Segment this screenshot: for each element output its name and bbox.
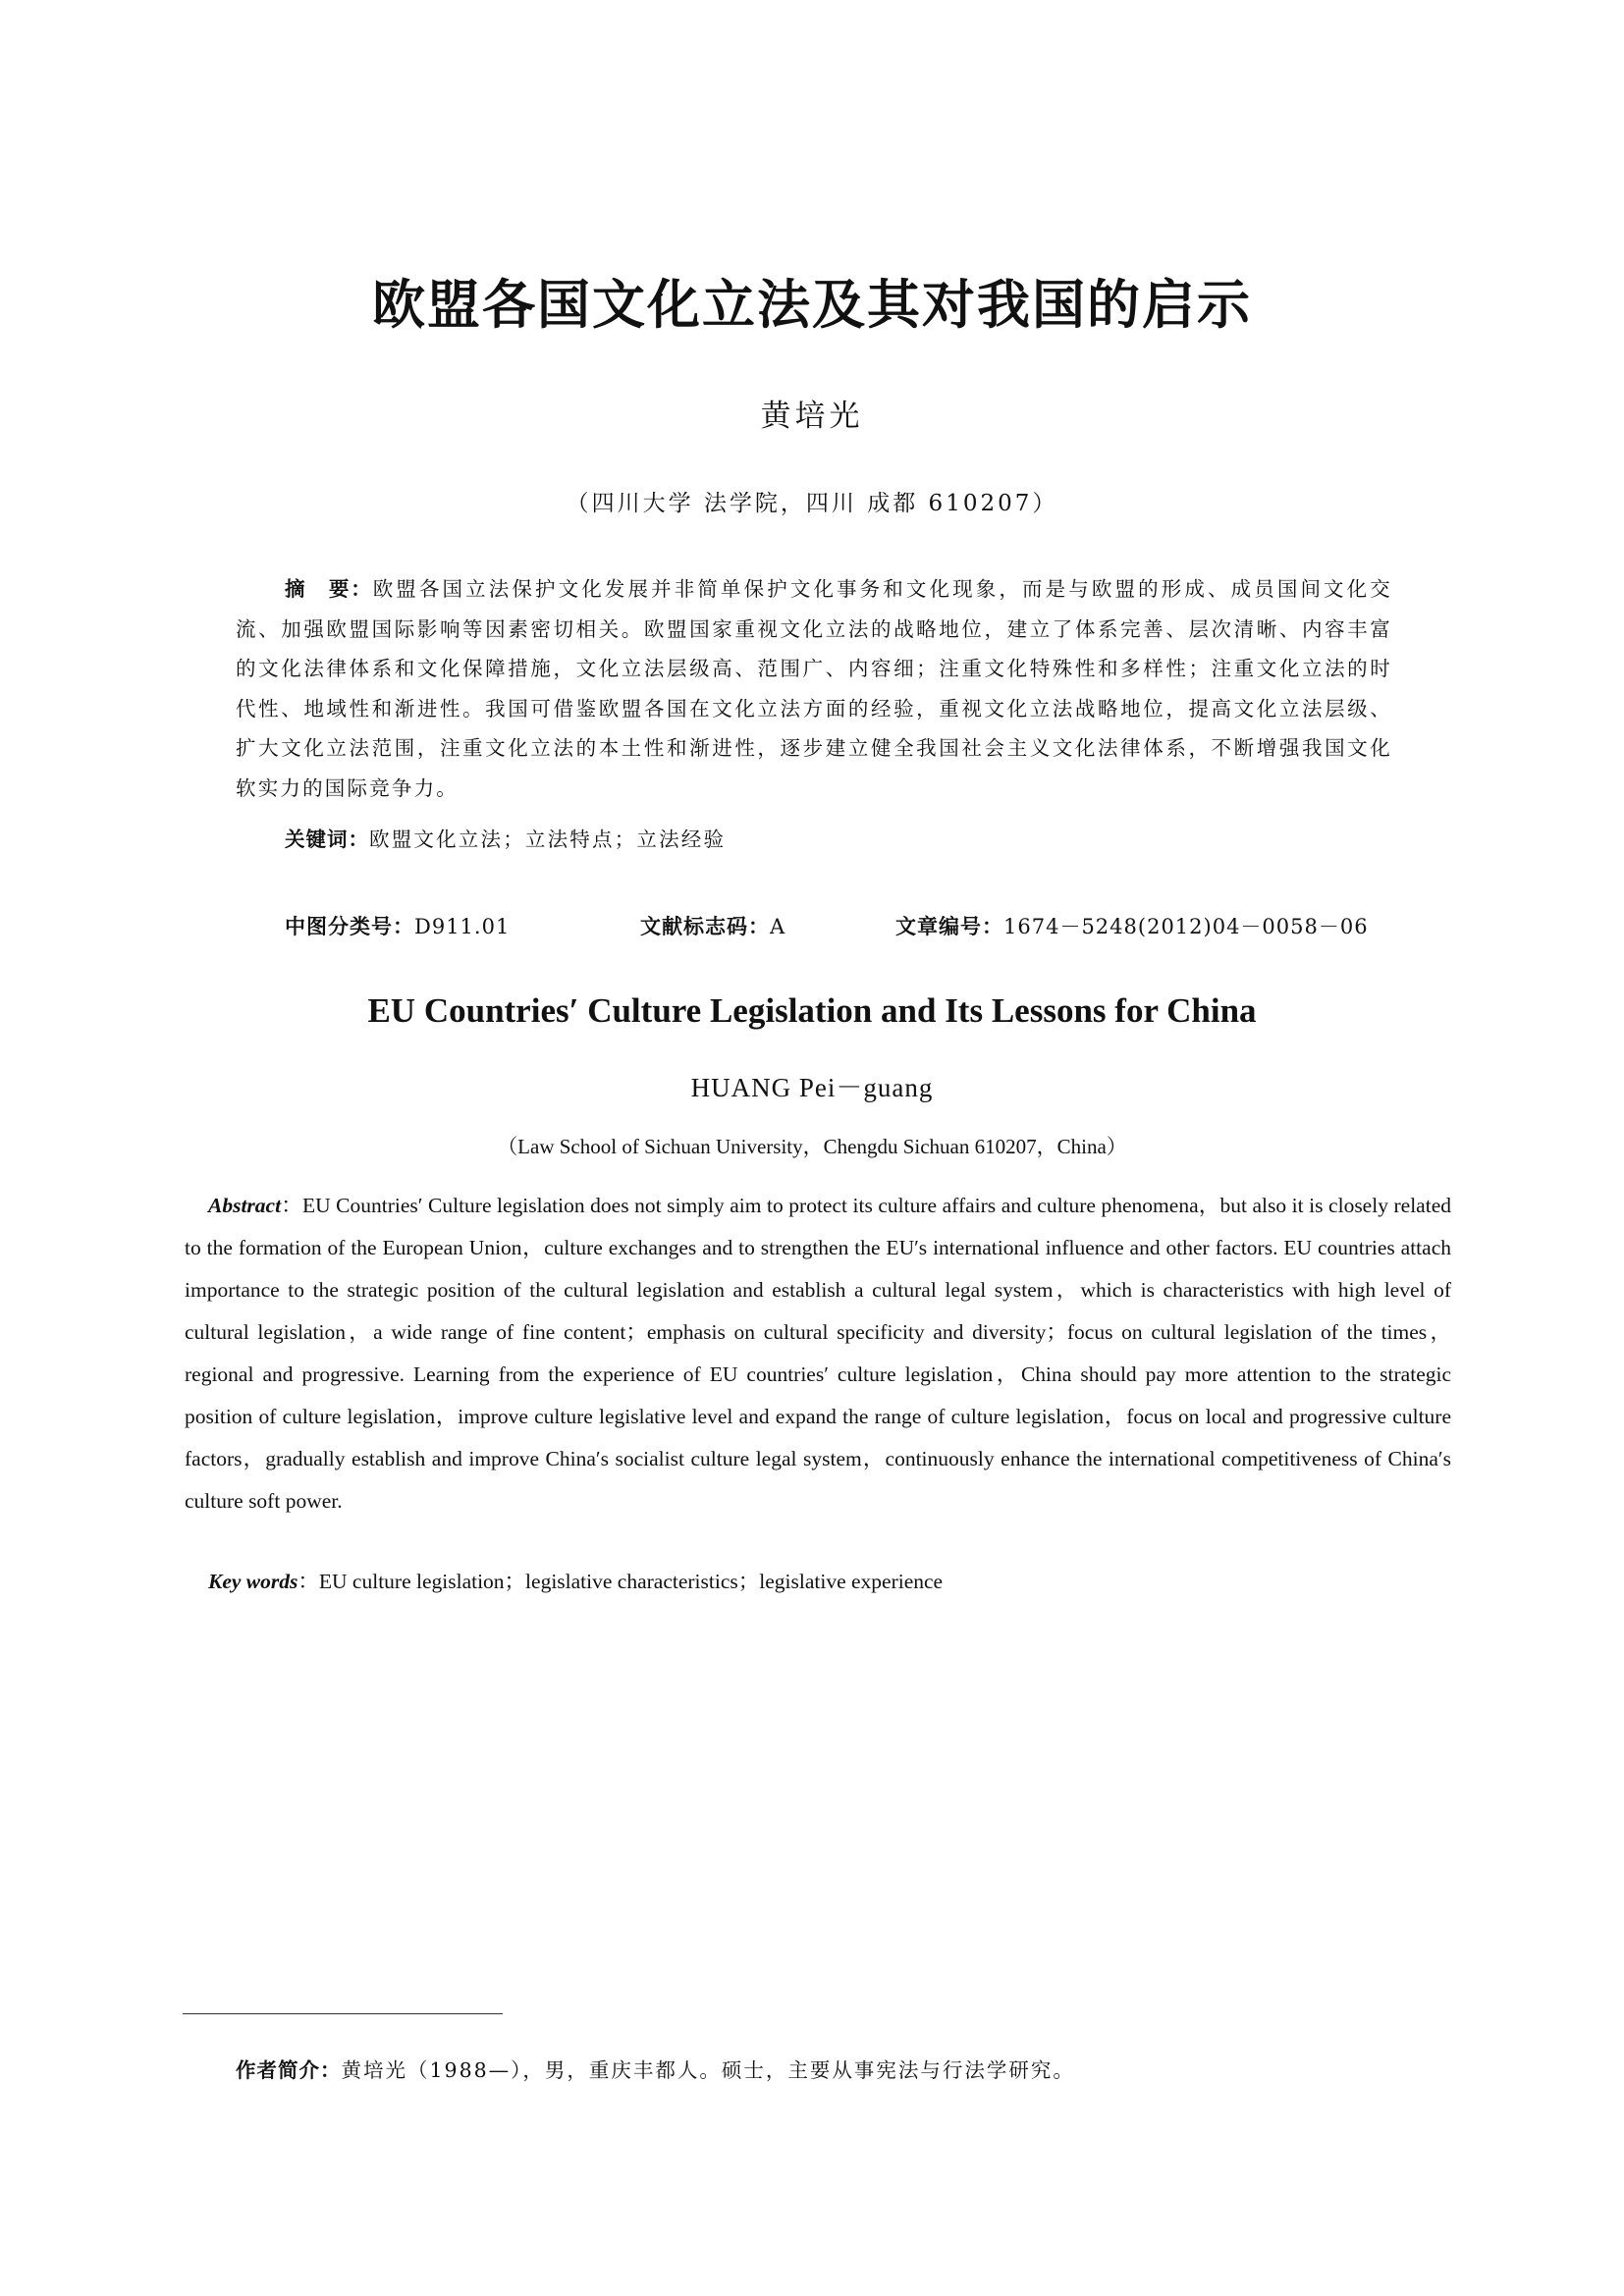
clc-number xyxy=(285,911,510,940)
english-abstract-label: Abstract xyxy=(208,1194,282,1217)
chinese-keywords-label: 关键词： xyxy=(285,828,369,851)
english-keywords xyxy=(208,1565,943,1595)
document-code xyxy=(640,911,785,940)
english-keywords-label: Key words xyxy=(208,1570,298,1593)
chinese-abstract xyxy=(236,569,1392,808)
article-number xyxy=(895,911,1369,940)
author-bio-text: 黄培光（1988—），男，重庆丰都人。硕士，主要从事宪法与行法学研究。 xyxy=(341,2058,1075,2082)
footnote-divider xyxy=(183,2013,503,2014)
chinese-keywords xyxy=(285,823,726,852)
chinese-affiliation: （四川大学 法学院，四川 成都 610207） xyxy=(566,491,1058,516)
chinese-author: 黄培光 xyxy=(760,399,864,434)
english-abstract xyxy=(185,1185,1451,1522)
chinese-keywords-text: 欧盟文化立法；立法特点；立法经验 xyxy=(369,828,727,851)
author-bio-footnote xyxy=(236,2054,1075,2083)
article-number-label: 文章编号： xyxy=(895,915,1003,938)
english-abstract-text: EU Countries′ Culture legislation does not simply aim to protect its culture affairs and culture phenomena，but also it is closely related to the formation of the European Union，culture exchanges and to strengthen the EU′s international influence and other factors. EU countries attach importance to the strategic position of the cultural legislation and establish a cultural legal system，which is characteristics with high level of cultural legislation，a wide range of fine content；emphasis on cultural specificity and diversity；focus on cultural legislation of the times，regional and progressive. Learning from the experience of EU countries′ culture legislation，China should pay more attention to the strategic position of culture legislation，improve culture legislative level and expand the range of culture legislation，focus on local and progressive culture factors，gradually establish and improve China′s socialist culture legal system，continuously enhance the international competitiveness of China′s culture soft power. xyxy=(185,1194,1451,1513)
chinese-abstract-label: 摘 要： xyxy=(285,577,373,601)
chinese-title: 欧盟各国文化立法及其对我国的启示 xyxy=(372,273,1252,336)
clc-label: 中图分类号： xyxy=(285,915,414,938)
article-number-value: 1674－5248(2012)04－0058－06 xyxy=(1003,915,1369,938)
chinese-abstract-text: 欧盟各国立法保护文化发展并非简单保护文化事务和文化现象，而是与欧盟的形成、成员国间文化交流、加强欧盟国际影响等因素密切相关。欧盟国家重视文化立法的战略地位，建立了体系完善、层次清晰、内容丰富的文化法律体系和文化保障措施，文化立法层级高、范围广、内容细；注重文化特殊性和多样性；注重文化立法的时代性、地域性和渐进性。我国可借鉴欧盟各国在文化立法方面的经验，重视文化立法战略地位，提高文化立法层级、扩大文化立法范围，注重文化立法的本土性和渐进性，逐步建立健全我国社会主义文化法律体系，不断增强我国文化软实力的国际竞争力。 xyxy=(236,577,1392,800)
document-code-label: 文献标志码： xyxy=(640,915,770,938)
document-code-value: A xyxy=(770,915,786,938)
english-abstract-separator: ： xyxy=(281,1194,302,1217)
english-affiliation: （Law School of Sichuan University，Chengdu Sichuan 610207，China） xyxy=(497,1135,1127,1158)
english-title: EU Countries′ Culture Legislation and Its Lessons for China xyxy=(367,991,1257,1030)
author-bio-label: 作者简介： xyxy=(236,2058,342,2082)
english-author: HUANG Pei－guang xyxy=(690,1073,934,1102)
english-keywords-text: EU culture legislation；legislative characteristics；legislative experience xyxy=(318,1570,944,1593)
english-keywords-separator: ： xyxy=(298,1570,319,1593)
clc-value: D911.01 xyxy=(414,915,511,938)
